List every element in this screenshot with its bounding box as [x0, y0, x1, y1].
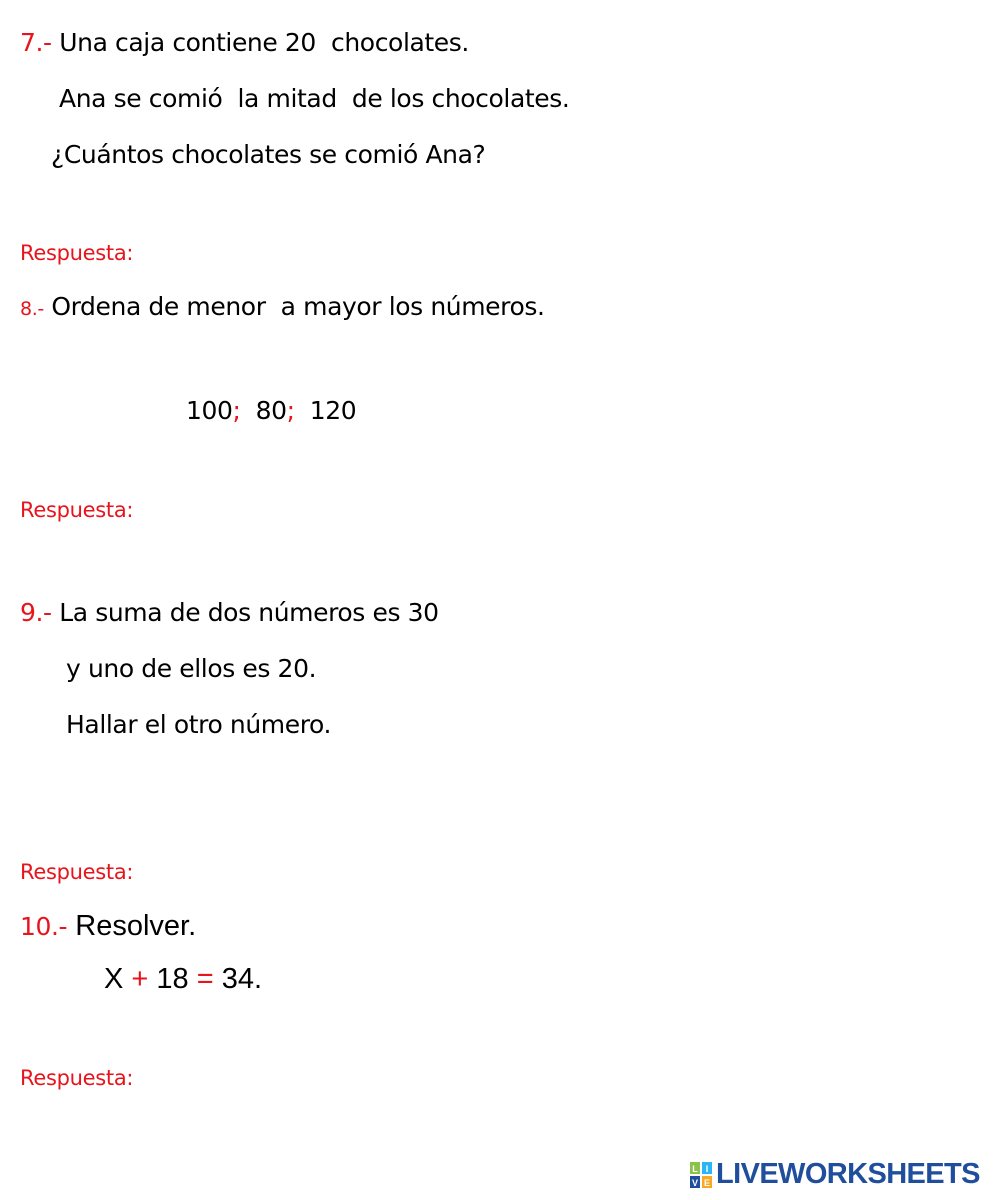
q10-eq-plus: +	[131, 963, 149, 995]
q9-answer-label: Respuesta:	[20, 860, 134, 884]
q9-line-3: Hallar el otro número.	[66, 710, 332, 739]
q10-equation	[104, 965, 262, 994]
q10-eq-var: X	[104, 963, 124, 995]
q8-line-1	[20, 294, 545, 319]
q10-line-1	[20, 912, 196, 941]
q8-separator-1: ;	[232, 396, 241, 425]
q8-number-2: 80	[255, 396, 287, 425]
q10-eq-num: 18	[156, 963, 189, 995]
q7-number: 7.-	[20, 28, 52, 57]
svg-text:V: V	[691, 1177, 699, 1188]
q8-number-1: 100	[186, 396, 233, 425]
q8-text-1: Ordena de menor a mayor los números.	[43, 292, 545, 321]
q7-line-2: Ana se comió la mitad de los chocolates.	[59, 84, 570, 113]
q9-text-1: La suma de dos números es 30	[51, 598, 439, 627]
q10-text-1: Resolver.	[67, 910, 197, 942]
q9-number: 9.-	[20, 598, 52, 627]
liveworksheets-logo	[690, 1160, 980, 1189]
q7-answer-label: Respuesta:	[20, 241, 134, 265]
svg-text:L: L	[692, 1163, 698, 1174]
q7-line-3: ¿Cuántos chocolates se comió Ana?	[51, 140, 486, 169]
q8-number-3: 120	[309, 396, 357, 425]
q10-eq-result: 34.	[221, 963, 263, 995]
q9-line-2: y uno de ellos es 20.	[66, 654, 317, 683]
q8-number: 8.-	[20, 298, 44, 320]
svg-text:E: E	[703, 1177, 711, 1188]
q7-text-1: Una caja contiene 20 chocolates.	[51, 28, 469, 57]
q10-number: 10.-	[20, 912, 68, 941]
q9-line-1	[20, 600, 439, 625]
q8-number-list	[186, 398, 356, 423]
q10-answer-label: Respuesta:	[20, 1066, 134, 1090]
liveworksheets-logo-text: LIVEWORKSHEETS	[716, 1158, 980, 1190]
q7-line-1	[20, 30, 469, 55]
q8-answer-label: Respuesta:	[20, 498, 134, 522]
q10-eq-equals: =	[196, 963, 214, 995]
liveworksheets-logo-icon	[690, 1162, 712, 1188]
q8-separator-2: ;	[286, 396, 295, 425]
svg-text:I: I	[705, 1163, 709, 1174]
